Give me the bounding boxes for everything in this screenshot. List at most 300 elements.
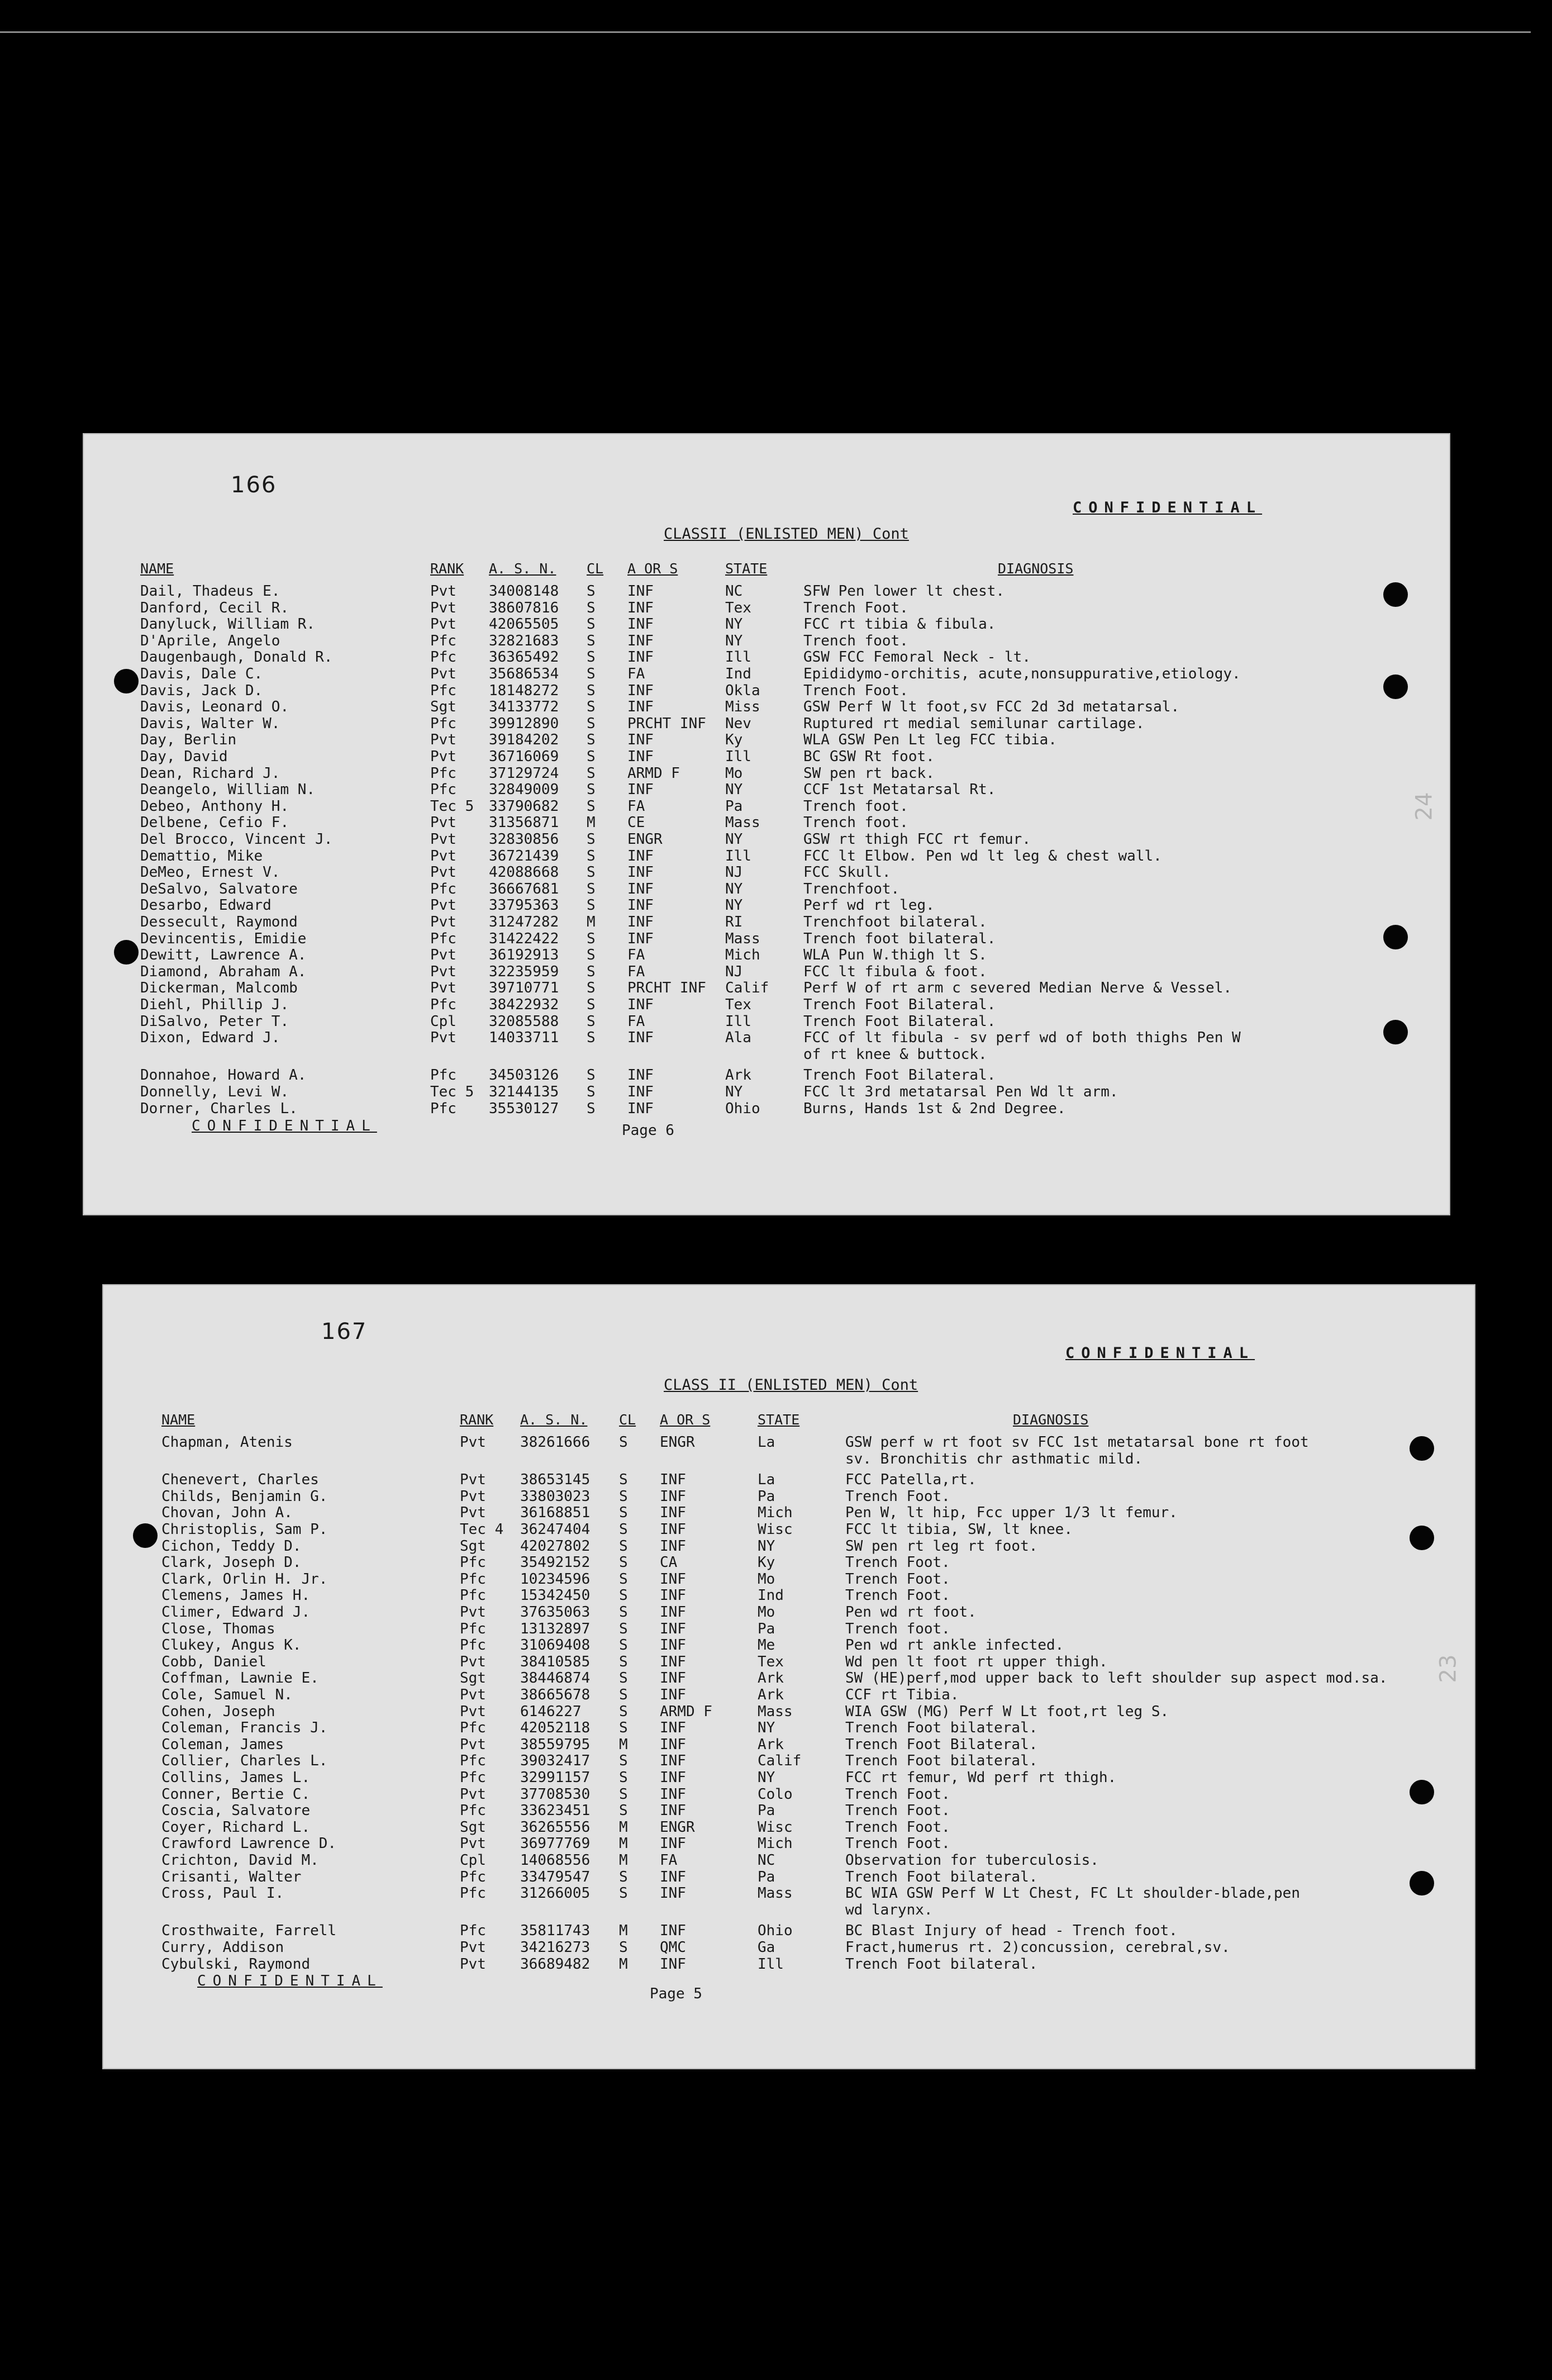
cell-diagnosis: Trenchfoot bilateral.	[803, 914, 987, 930]
cell-name: Crisanti, Walter	[161, 1868, 302, 1885]
cell-rank: Pvt	[460, 1687, 486, 1703]
cell-arm-or-service: INF	[660, 1504, 686, 1522]
header-class: CL	[587, 560, 604, 577]
cell-asn: 32085588	[489, 1013, 559, 1030]
cell-state: NC	[758, 1852, 775, 1869]
table-row	[83, 731, 1450, 748]
cell-rank: Cpl	[430, 1013, 456, 1030]
table-row	[102, 1956, 1475, 1973]
film-edge-line	[0, 31, 1531, 33]
cell-name: Crawford Lawrence D.	[161, 1835, 337, 1852]
header-asn: A. S. N.	[520, 1412, 588, 1428]
cell-diagnosis: of rt knee & buttock.	[803, 1046, 987, 1063]
confidential-header: CONFIDENTIAL	[1073, 499, 1263, 516]
cell-diagnosis: WIA GSW (MG) Perf W Lt foot,rt leg S.	[845, 1703, 1169, 1720]
table-row-continuation	[83, 1046, 1450, 1063]
cell-state: NC	[725, 583, 743, 600]
cell-asn: 38607816	[489, 599, 559, 616]
punch-hole	[133, 1523, 158, 1548]
cell-arm-or-service: INF	[627, 914, 654, 930]
cell-class: S	[587, 616, 596, 633]
cell-class: S	[619, 1637, 628, 1654]
punch-hole	[114, 669, 139, 693]
cell-state: NY	[725, 781, 743, 799]
cell-asn: 33790682	[489, 797, 559, 815]
cell-diagnosis: Trench Foot bilateral.	[845, 1719, 1038, 1737]
cell-name: Close, Thomas	[161, 1620, 275, 1637]
cell-name: Dessecult, Raymond	[140, 914, 298, 930]
cell-class: S	[619, 1703, 628, 1720]
cell-rank: Pfc	[430, 715, 456, 732]
cell-asn: 18148272	[489, 682, 559, 699]
cell-class: S	[587, 963, 596, 980]
cell-asn: 31356871	[489, 814, 559, 832]
cell-state: Me	[758, 1637, 775, 1654]
cell-arm-or-service: INF	[660, 1570, 686, 1588]
table-row	[102, 1637, 1475, 1654]
cell-arm-or-service: CE	[627, 814, 645, 832]
cell-asn: 35492152	[520, 1554, 591, 1571]
cell-class: S	[587, 1029, 596, 1047]
table-row	[102, 1752, 1475, 1769]
table-row	[102, 1922, 1475, 1939]
cell-diagnosis: FCC rt femur, Wd perf rt thigh.	[845, 1769, 1117, 1786]
cell-arm-or-service: INF	[627, 880, 654, 897]
cell-state: Ga	[758, 1939, 775, 1956]
cell-state: NY	[725, 897, 743, 914]
cell-state: Mass	[758, 1885, 793, 1902]
cell-asn: 32830856	[489, 831, 559, 848]
cell-rank: Pfc	[430, 632, 456, 649]
cell-diagnosis: Pen W, lt hip, Fcc upper 1/3 lt femur.	[845, 1504, 1178, 1522]
cell-asn: 33795363	[489, 897, 559, 914]
table-row	[102, 1687, 1475, 1703]
cell-name: Chenevert, Charles	[161, 1471, 319, 1489]
cell-rank: Pvt	[460, 1736, 486, 1753]
cell-class: S	[619, 1434, 628, 1451]
cell-rank: Pfc	[460, 1885, 486, 1902]
cell-class: M	[619, 1736, 628, 1753]
cell-state: Ala	[725, 1029, 751, 1047]
cell-rank: Pfc	[460, 1769, 486, 1786]
table-row	[83, 748, 1450, 765]
cell-name: D'Aprile, Angelo	[140, 632, 280, 649]
punch-hole	[1410, 1780, 1434, 1804]
cell-state: Ill	[725, 847, 751, 864]
cell-class: S	[619, 1687, 628, 1703]
cell-name: Donnahoe, Howard A.	[140, 1067, 307, 1084]
cell-name: Danford, Cecil R.	[140, 599, 289, 616]
cell-arm-or-service: INF	[627, 649, 654, 666]
cell-arm-or-service: INF	[627, 1100, 654, 1117]
cell-diagnosis: BC WIA GSW Perf W Lt Chest, FC Lt shoulder-blade,pen	[845, 1885, 1300, 1902]
cell-name: Clukey, Angus K.	[161, 1637, 302, 1654]
cell-state: La	[758, 1434, 775, 1451]
cell-state: Tex	[725, 599, 751, 616]
punch-hole	[1410, 1526, 1434, 1550]
cell-arm-or-service: INF	[660, 1471, 686, 1489]
cell-state: Pa	[758, 1802, 775, 1820]
cell-name: Coscia, Salvatore	[161, 1802, 311, 1820]
cell-rank: Sgt	[460, 1537, 486, 1555]
cell-arm-or-service: INF	[660, 1521, 686, 1538]
cell-class: S	[587, 996, 596, 1013]
cell-diagnosis: CCF 1st Metatarsal Rt.	[803, 781, 996, 799]
cell-rank: Pfc	[460, 1802, 486, 1820]
cell-arm-or-service: INF	[660, 1653, 686, 1670]
table-row-continuation	[102, 1902, 1475, 1918]
cell-state: Mass	[758, 1703, 793, 1720]
cell-arm-or-service: INF	[627, 897, 654, 914]
cell-class: S	[587, 980, 596, 997]
cell-asn: 35811743	[520, 1922, 591, 1940]
cell-name: Childs, Benjamin G.	[161, 1488, 328, 1505]
cell-state: NY	[725, 880, 743, 897]
cell-arm-or-service: ENGR	[627, 831, 663, 848]
cell-rank: Pfc	[460, 1620, 486, 1637]
cell-diagnosis: BC Blast Injury of head - Trench foot.	[845, 1922, 1178, 1940]
cell-diagnosis: WLA Pun W.thigh lt S.	[803, 947, 987, 964]
cell-arm-or-service: INF	[627, 731, 654, 749]
cell-asn: 33479547	[520, 1868, 591, 1885]
cell-rank: Sgt	[460, 1818, 486, 1836]
cell-name: DeSalvo, Salvatore	[140, 880, 298, 897]
cell-rank: Sgt	[430, 699, 456, 716]
cell-rank: Pvt	[430, 831, 456, 848]
cell-class: S	[587, 847, 596, 864]
cell-diagnosis: FCC Patella,rt.	[845, 1471, 977, 1489]
punch-hole	[1410, 1871, 1434, 1896]
cell-diagnosis: Trench foot bilateral.	[803, 930, 996, 947]
header-arm-or-service: A OR S	[627, 560, 678, 577]
cell-diagnosis: Wd pen lt foot rt upper thigh.	[845, 1653, 1108, 1670]
cell-rank: Pvt	[460, 1703, 486, 1720]
cell-name: Climer, Edward J.	[161, 1604, 311, 1621]
margin-number: 24	[1411, 792, 1437, 821]
cell-state: NY	[758, 1719, 775, 1737]
cell-class: M	[619, 1818, 628, 1836]
cell-rank: Pvt	[460, 1471, 486, 1489]
cell-class: S	[587, 880, 596, 897]
cell-asn: 37635063	[520, 1604, 591, 1621]
table-row	[102, 1654, 1475, 1670]
cell-rank: Pfc	[430, 930, 456, 947]
table-row	[83, 715, 1450, 732]
cell-class: S	[587, 666, 596, 682]
cell-class: S	[587, 748, 596, 765]
cell-class: S	[587, 897, 596, 914]
document-sheet-page-5	[102, 1284, 1475, 2069]
punch-hole	[1383, 925, 1408, 949]
cell-asn: 31069408	[520, 1637, 591, 1654]
cell-class: S	[587, 1067, 596, 1084]
cell-name: Cobb, Daniel	[161, 1653, 266, 1670]
cell-diagnosis: FCC lt fibula & foot.	[803, 963, 987, 980]
cell-class: M	[587, 914, 596, 930]
cell-arm-or-service: INF	[627, 616, 654, 633]
cell-asn: 33623451	[520, 1802, 591, 1820]
cell-arm-or-service: INF	[627, 1067, 654, 1084]
cell-name: Danyluck, William R.	[140, 616, 316, 633]
table-row	[83, 666, 1450, 682]
cell-arm-or-service: FA	[627, 797, 645, 815]
cell-name: Clark, Orlin H. Jr.	[161, 1570, 328, 1588]
table-row	[102, 1786, 1475, 1803]
cell-arm-or-service: INF	[660, 1736, 686, 1753]
cell-class: M	[619, 1835, 628, 1852]
cell-state: NY	[725, 616, 743, 633]
cell-diagnosis: Trench foot.	[803, 632, 908, 649]
cell-name: DiSalvo, Peter T.	[140, 1013, 289, 1030]
cell-state: Ark	[758, 1687, 784, 1703]
cell-class: S	[619, 1521, 628, 1538]
cell-asn: 36168851	[520, 1504, 591, 1522]
header-name: NAME	[140, 560, 174, 577]
cell-class: S	[587, 649, 596, 666]
cell-arm-or-service: INF	[627, 699, 654, 716]
cell-rank: Pvt	[430, 748, 456, 765]
cell-state: Mich	[758, 1835, 793, 1852]
cell-class: S	[587, 682, 596, 699]
cell-arm-or-service: INF	[627, 632, 654, 649]
cell-state: Ark	[758, 1670, 784, 1687]
table-row	[102, 1719, 1475, 1736]
cell-state: NY	[758, 1537, 775, 1555]
cell-diagnosis: Trench Foot.	[845, 1488, 950, 1505]
cell-asn: 35530127	[489, 1100, 559, 1117]
cell-name: Coleman, Francis J.	[161, 1719, 328, 1737]
table-row	[102, 1819, 1475, 1836]
page-label: Page 5	[650, 1985, 702, 2002]
cell-rank: Tec 5	[430, 1084, 474, 1100]
cell-asn: 38653145	[520, 1471, 591, 1489]
cell-rank: Pvt	[430, 814, 456, 832]
cell-asn: 36667681	[489, 880, 559, 897]
cell-state: Nev	[725, 715, 751, 732]
cell-diagnosis: GSW rt thigh FCC rt femur.	[803, 831, 1031, 848]
cell-arm-or-service: CA	[660, 1554, 678, 1571]
sheet-number: 166	[231, 472, 277, 498]
cell-asn: 15342450	[520, 1587, 591, 1604]
table-row	[83, 914, 1450, 930]
table-row	[83, 682, 1450, 699]
cell-rank: Pvt	[430, 914, 456, 930]
cell-diagnosis: Trench Foot.	[845, 1785, 950, 1803]
cell-name: Davis, Dale C.	[140, 666, 263, 682]
header-state: STATE	[758, 1412, 800, 1428]
cell-rank: Pvt	[460, 1939, 486, 1956]
cell-diagnosis: Trench Foot.	[845, 1587, 950, 1604]
cell-arm-or-service: INF	[660, 1955, 686, 1973]
cell-name: Dail, Thadeus E.	[140, 583, 280, 600]
table-row	[102, 1670, 1475, 1687]
cell-class: S	[587, 764, 596, 782]
cell-diagnosis: SW pen rt leg rt foot.	[845, 1537, 1038, 1555]
table-row	[102, 1521, 1475, 1538]
cell-state: Pa	[758, 1488, 775, 1505]
table-row	[83, 980, 1450, 996]
cell-asn: 39184202	[489, 731, 559, 749]
cell-rank: Pvt	[430, 897, 456, 914]
cell-diagnosis: Trench Foot.	[845, 1818, 950, 1836]
cell-class: S	[587, 930, 596, 947]
punch-hole	[1383, 582, 1408, 607]
header-asn: A. S. N.	[489, 560, 556, 577]
table-row	[83, 831, 1450, 848]
cell-name: Cohen, Joseph	[161, 1703, 275, 1720]
table-row	[102, 1939, 1475, 1956]
table-row	[83, 1084, 1450, 1100]
cell-rank: Pfc	[430, 682, 456, 699]
cell-diagnosis: Trench foot.	[803, 814, 908, 832]
cell-rank: Pvt	[460, 1835, 486, 1852]
cell-arm-or-service: INF	[627, 930, 654, 947]
cell-arm-or-service: INF	[660, 1620, 686, 1637]
cell-arm-or-service: INF	[660, 1587, 686, 1604]
cell-state: La	[758, 1471, 775, 1489]
cell-rank: Pvt	[460, 1504, 486, 1522]
cell-asn: 38446874	[520, 1670, 591, 1687]
header-rank: RANK	[430, 560, 464, 577]
table-row	[83, 649, 1450, 666]
punch-hole	[1410, 1436, 1434, 1461]
table-row	[102, 1621, 1475, 1637]
cell-diagnosis: CCF rt Tibia.	[845, 1687, 959, 1703]
cell-asn: 34503126	[489, 1067, 559, 1084]
cell-arm-or-service: INF	[660, 1835, 686, 1852]
cell-class: S	[587, 1084, 596, 1100]
cell-name: Coffman, Lawnie E.	[161, 1670, 319, 1687]
table-row	[102, 1835, 1475, 1852]
header-arm-or-service: A OR S	[660, 1412, 711, 1428]
cell-name: Day, Berlin	[140, 731, 237, 749]
table-row	[102, 1554, 1475, 1571]
cell-arm-or-service: INF	[660, 1488, 686, 1505]
confidential-footer: CONFIDENTIAL	[192, 1118, 377, 1134]
cell-diagnosis: GSW perf w rt foot sv FCC 1st metatarsal bone rt foot	[845, 1434, 1309, 1451]
cell-state: Ark	[725, 1067, 751, 1084]
cell-rank: Pvt	[430, 963, 456, 980]
cell-asn: 10234596	[520, 1570, 591, 1588]
cell-class: S	[587, 699, 596, 716]
cell-name: Collins, James L.	[161, 1769, 311, 1786]
cell-asn: 32849009	[489, 781, 559, 799]
table-row	[102, 1703, 1475, 1720]
confidential-header: CONFIDENTIAL	[1065, 1345, 1255, 1362]
cell-state: NY	[725, 632, 743, 649]
cell-class: S	[619, 1670, 628, 1687]
cell-class: S	[587, 797, 596, 815]
cell-diagnosis: Trench Foot bilateral.	[845, 1752, 1038, 1770]
cell-asn: 36689482	[520, 1955, 591, 1973]
cell-arm-or-service: QMC	[660, 1939, 686, 1956]
table-row	[83, 864, 1450, 881]
cell-diagnosis: SW (HE)perf,mod upper back to left shoulder sup aspect mod.sa.	[845, 1670, 1388, 1687]
cell-state: Ind	[758, 1587, 784, 1604]
cell-name: Clemens, James H.	[161, 1587, 311, 1604]
cell-diagnosis: Trench Foot Bilateral.	[803, 996, 996, 1013]
cell-name: Crichton, David M.	[161, 1852, 319, 1869]
punch-hole	[1383, 674, 1408, 699]
table-row	[83, 996, 1450, 1013]
table-row	[83, 881, 1450, 897]
cell-name: Debeo, Anthony H.	[140, 797, 289, 815]
page-label: Page 6	[622, 1122, 674, 1139]
cell-state: Ark	[758, 1736, 784, 1753]
cell-class: S	[619, 1488, 628, 1505]
cell-rank: Tec 4	[460, 1521, 504, 1538]
cell-state: Ohio	[725, 1100, 760, 1117]
cell-asn: 36721439	[489, 847, 559, 864]
table-row	[83, 1013, 1450, 1030]
cell-diagnosis: Perf wd rt leg.	[803, 897, 935, 914]
cell-state: Wisc	[758, 1818, 793, 1836]
cell-name: Dorner, Charles L.	[140, 1100, 298, 1117]
cell-state: Pa	[725, 797, 743, 815]
cell-name: Dickerman, Malcomb	[140, 980, 298, 997]
header-class: CL	[619, 1412, 636, 1428]
cell-rank: Pvt	[460, 1785, 486, 1803]
cell-class: S	[587, 864, 596, 881]
cell-arm-or-service: INF	[627, 1084, 654, 1100]
table-row	[83, 781, 1450, 798]
cell-rank: Pfc	[460, 1587, 486, 1604]
cell-state: Calif	[758, 1752, 802, 1770]
cell-name: Collier, Charles L.	[161, 1752, 328, 1770]
cell-name: Davis, Walter W.	[140, 715, 280, 732]
cell-rank: Pfc	[430, 649, 456, 666]
cell-class: S	[619, 1604, 628, 1621]
cell-asn: 38422932	[489, 996, 559, 1013]
table-row	[102, 1488, 1475, 1505]
cell-asn: 39912890	[489, 715, 559, 732]
cell-asn: 31247282	[489, 914, 559, 930]
cell-class: S	[587, 1013, 596, 1030]
cell-diagnosis: Epididymo-orchitis, acute,nonsuppurative,etiology.	[803, 666, 1241, 682]
cell-diagnosis: Trench Foot Bilateral.	[803, 1067, 996, 1084]
cell-diagnosis: FCC lt 3rd metatarsal Pen Wd lt arm.	[803, 1084, 1118, 1100]
cell-state: Mo	[725, 764, 743, 782]
cell-class: S	[619, 1471, 628, 1489]
cell-rank: Pfc	[430, 781, 456, 799]
table-row	[102, 1538, 1475, 1555]
cell-class: S	[619, 1752, 628, 1770]
cell-class: M	[619, 1852, 628, 1869]
cell-rank: Sgt	[460, 1670, 486, 1687]
cell-name: Chapman, Atenis	[161, 1434, 293, 1451]
table-row	[83, 848, 1450, 864]
table-row	[102, 1471, 1475, 1488]
cell-diagnosis: Trench foot.	[803, 797, 908, 815]
cell-name: Cybulski, Raymond	[161, 1955, 311, 1973]
cell-asn: 38665678	[520, 1687, 591, 1703]
cell-diagnosis: Trench Foot.	[845, 1835, 950, 1852]
cell-state: Tex	[758, 1653, 784, 1670]
cell-arm-or-service: INF	[627, 748, 654, 765]
cell-state: NY	[758, 1769, 775, 1786]
cell-class: S	[619, 1769, 628, 1786]
table-row	[102, 1504, 1475, 1521]
cell-diagnosis: Trench Foot.	[803, 682, 908, 699]
cell-diagnosis: Trenchfoot.	[803, 880, 900, 897]
cell-class: S	[619, 1885, 628, 1902]
cell-rank: Pfc	[460, 1752, 486, 1770]
cell-asn: 36192913	[489, 947, 559, 964]
cell-rank: Pvt	[430, 599, 456, 616]
cell-arm-or-service: INF	[660, 1922, 686, 1940]
cell-rank: Pfc	[460, 1554, 486, 1571]
cell-rank: Pvt	[460, 1488, 486, 1505]
